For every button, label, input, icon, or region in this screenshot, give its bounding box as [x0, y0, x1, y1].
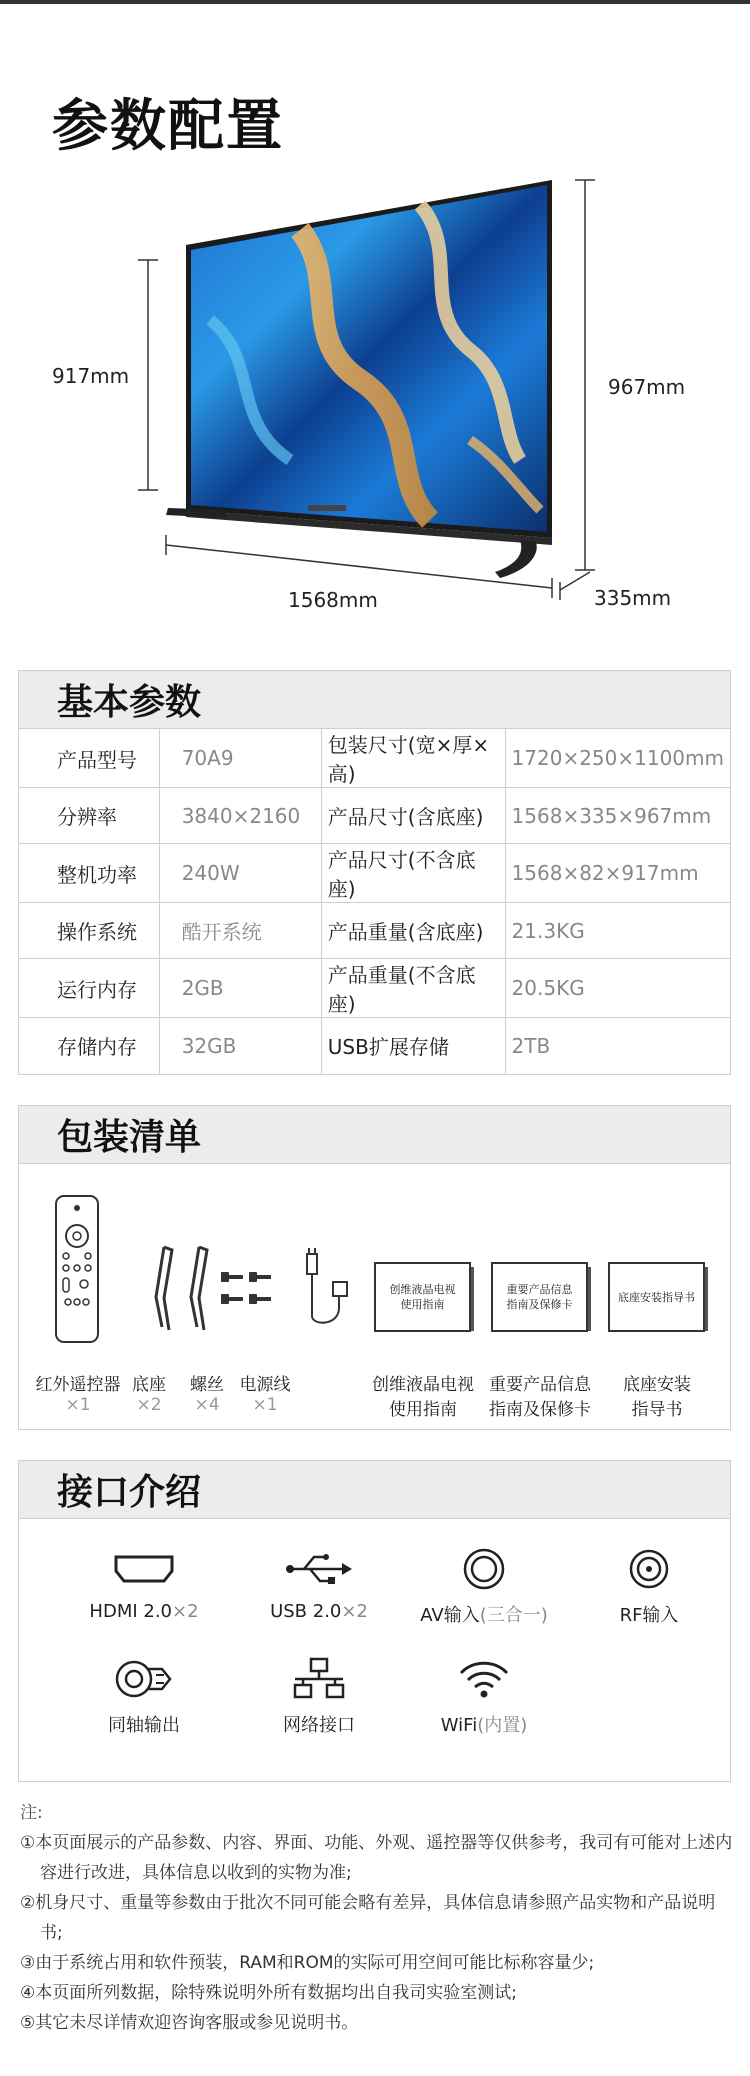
interface-label: HDMI 2.0: [89, 1601, 173, 1622]
spec-key: 产品重量(不含底座): [321, 959, 505, 1018]
interfaces-section: [18, 1460, 731, 1782]
interface-suffix: ×2: [341, 1601, 368, 1622]
dimension-height-with-stand: 967mm: [608, 375, 686, 399]
package-item-qty: 指导书: [631, 1400, 683, 1420]
spec-row: [19, 788, 730, 844]
interface-label: RF输入: [619, 1605, 679, 1626]
spec-key: 分辨率: [19, 788, 159, 844]
spec-value: 1568×82×917mm: [505, 844, 730, 903]
package-item: [605, 1370, 709, 1420]
spec-row: [19, 903, 730, 959]
package-item: [235, 1370, 295, 1415]
interface-label: 同轴输出: [108, 1715, 180, 1736]
rf-icon: [627, 1547, 671, 1591]
interface-label: USB 2.0: [270, 1601, 342, 1622]
remote-control-icon: [54, 1194, 100, 1344]
interface-suffix: (三合一): [479, 1605, 548, 1626]
interface-rf: [574, 1547, 724, 1627]
av-icon: [462, 1547, 506, 1591]
usb-icon: [284, 1551, 354, 1587]
package-section: [18, 1105, 731, 1430]
dimension-depth: 335mm: [594, 586, 672, 610]
spec-value: 1720×250×1100mm: [511, 746, 724, 770]
tv-dimension-diagram: [0, 160, 750, 630]
network-icon: [291, 1657, 347, 1701]
package-items: [19, 1164, 730, 1429]
spec-key: USB扩展存储: [321, 1018, 505, 1074]
booklet-cover-text: 重要产品信息 指南及保修卡: [506, 1283, 573, 1311]
package-item-name: 电源线: [239, 1375, 291, 1395]
interface-suffix: (内置): [477, 1715, 528, 1736]
booklet-cover-text: 创维液晶电视 使用指南: [389, 1283, 456, 1311]
package-item-qty: ×1: [252, 1395, 278, 1415]
interface-coaxial: [69, 1657, 219, 1737]
spec-key: 运行内存: [19, 959, 159, 1018]
spec-key: 产品型号: [19, 729, 159, 788]
spec-key: 操作系统: [19, 903, 159, 959]
wifi-icon: [458, 1657, 510, 1701]
screw-icon: [219, 1264, 279, 1314]
spec-row: [19, 844, 730, 903]
spec-table: [19, 729, 730, 1074]
package-item-name: 重要产品信息: [489, 1375, 591, 1395]
spec-value: 21.3KG: [505, 903, 730, 959]
spec-value: 2GB: [159, 959, 321, 1018]
spec-key: 存储内存: [19, 1018, 159, 1074]
spec-key: 产品重量(含底座): [321, 903, 505, 959]
interface-label: WiFi: [440, 1715, 478, 1736]
spec-key: 整机功率: [19, 844, 159, 903]
package-item: [119, 1370, 179, 1415]
booklet-user-guide: [374, 1262, 471, 1332]
interface-label: AV输入: [420, 1605, 480, 1626]
top-divider: [0, 0, 750, 4]
basic-params-section: [18, 670, 731, 1075]
spec-key: 产品尺寸(不含底座): [321, 844, 505, 903]
package-item-qty: 使用指南: [389, 1400, 457, 1420]
spec-key: 包装尺寸(宽×厚×高): [321, 729, 505, 788]
interface-hdmi: [69, 1547, 219, 1622]
interface-usb: [244, 1547, 394, 1622]
section-heading: 接口介绍: [19, 1461, 730, 1519]
note-item: ⑤其它未尽详情欢迎咨询客服或参见说明书。: [20, 2013, 359, 2033]
notes: [20, 1798, 735, 2038]
interface-wifi: [409, 1657, 559, 1737]
power-cord-icon: [299, 1246, 355, 1336]
spec-value: 3840×2160: [159, 788, 321, 844]
hdmi-icon: [113, 1554, 175, 1584]
spec-row: [19, 729, 730, 788]
interface-network: [244, 1657, 394, 1737]
package-item: [177, 1370, 237, 1415]
dimension-height-without-stand: 917mm: [52, 364, 130, 388]
stand-icon: [144, 1242, 224, 1337]
spec-row: [19, 959, 730, 1018]
interface-suffix: ×2: [172, 1601, 199, 1622]
spec-row: [19, 1018, 730, 1074]
package-item-qty: ×1: [65, 1395, 91, 1415]
interface-av: [409, 1547, 559, 1627]
section-heading: 基本参数: [19, 671, 730, 729]
interface-label: 网络接口: [283, 1715, 355, 1736]
package-item: [488, 1370, 592, 1420]
package-item: [31, 1370, 125, 1415]
package-item-name: 红外遥控器: [35, 1375, 121, 1395]
spec-value: 240W: [159, 844, 321, 903]
package-item-qty: 指南及保修卡: [489, 1400, 591, 1420]
coaxial-icon: [114, 1659, 174, 1699]
package-item-name: 螺丝: [190, 1375, 224, 1395]
notes-heading: 注:: [20, 1803, 43, 1823]
note-item: ③由于系统占用和软件预装，RAM和ROM的实际可用空间可能比标称容量少;: [20, 1953, 595, 1973]
booklet-cover-text: 底座安装指导书: [618, 1290, 695, 1304]
spec-value: 1568×335×967mm: [505, 788, 730, 844]
spec-key: 产品尺寸(含底座): [321, 788, 505, 844]
package-item: [371, 1370, 475, 1420]
page-title: 参数配置: [52, 94, 284, 159]
note-item: ②机身尺寸、重量等参数由于批次不同可能会略有差异，具体信息请参照产品实物和产品说明书;: [20, 1893, 716, 1943]
note-item: ④本页面所列数据，除特殊说明外所有数据均出自我司实验室测试;: [20, 1983, 517, 2003]
spec-value: 32GB: [159, 1018, 321, 1074]
section-heading: 包装清单: [19, 1106, 730, 1164]
package-item-name: 创维液晶电视: [372, 1375, 474, 1395]
package-item-qty: ×2: [136, 1395, 162, 1415]
booklet-stand-install: [608, 1262, 705, 1332]
spec-value: 酷开系统: [159, 903, 321, 959]
spec-value: 70A9: [159, 729, 321, 788]
interfaces-list: [19, 1519, 730, 1781]
booklet-warranty: [491, 1262, 588, 1332]
package-item-qty: ×4: [194, 1395, 220, 1415]
spec-value: 20.5KG: [505, 959, 730, 1018]
dimension-width: 1568mm: [288, 588, 378, 612]
note-item: ①本页面展示的产品参数、内容、界面、功能、外观、遥控器等仅供参考，我司有可能对上述内容进行改进，具体信息以收到的实物为准;: [20, 1833, 733, 1883]
package-item-name: 底座安装: [623, 1375, 691, 1395]
spec-value: 2TB: [505, 1018, 730, 1074]
package-item-name: 底座: [132, 1375, 166, 1395]
